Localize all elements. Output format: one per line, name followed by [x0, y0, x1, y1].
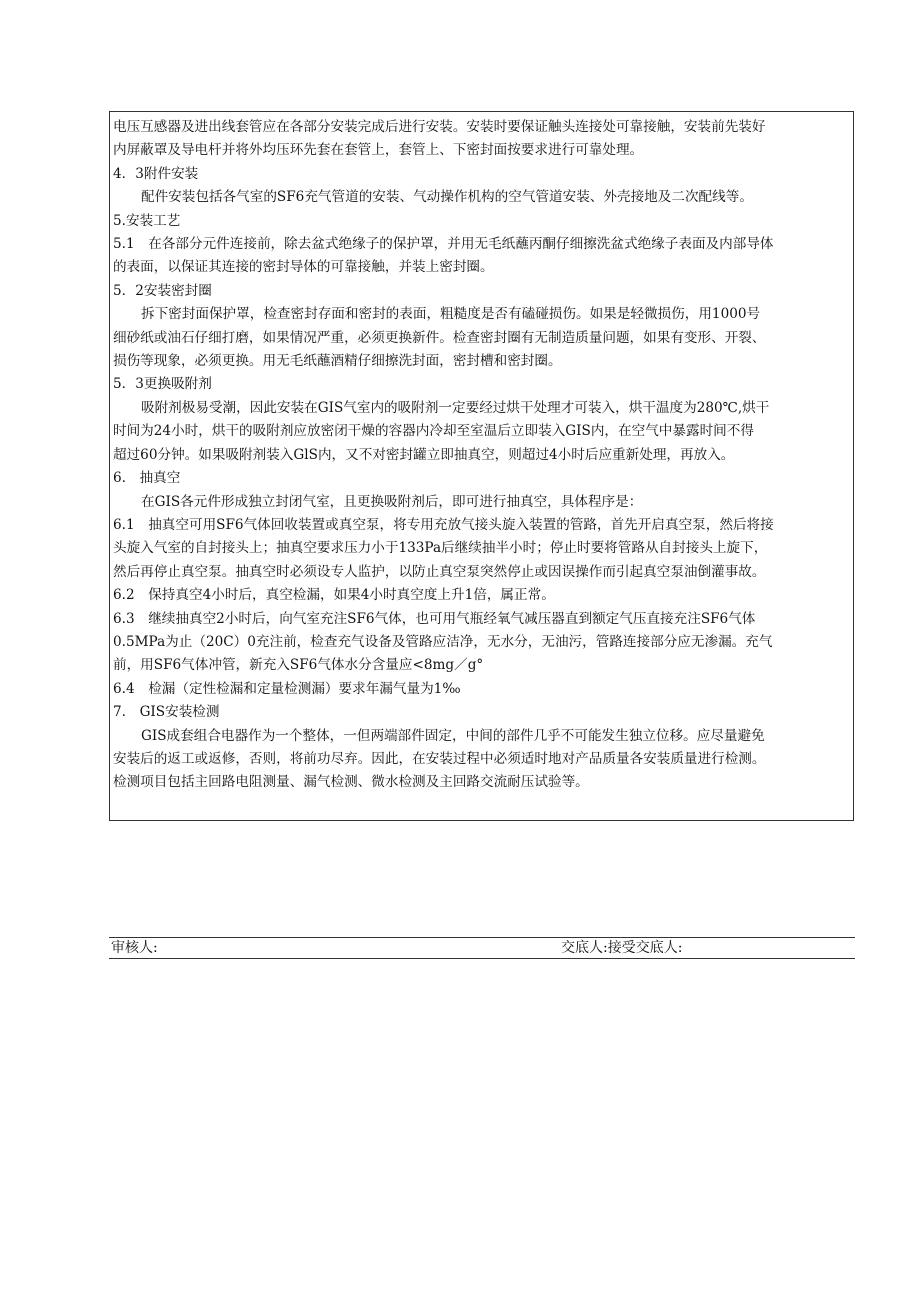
document-line: 内屏蔽罩及导电杆并将外均压环先套在套管上，套管上、下密封面按要求进行可靠处理。: [113, 142, 644, 159]
document-line: 安装后的返工或返修，否则，将前功尽弃。因此，在安装过程中必须适时地对产品质量各安装质量进行检测。: [113, 750, 766, 767]
document-line: 细砂纸或油石仔细打磨，如果情况严重，必须更换新件。检查密封圈有无制造质量问题，如果有变形、开裂、: [113, 329, 766, 346]
document-line: 6. 抽真空: [113, 470, 181, 487]
document-line: 超过60分钟。如果吸附剂装入GlS内，又不对密封罐立即抽真空，则超过4小时后应重新处理，再放入。: [113, 446, 735, 463]
document-line: 的表面，以保证其连接的密封导体的可靠接触，并装上密封圈。: [113, 259, 494, 276]
document-line: GIS成套组合电器作为一个整体，一但两端部件固定，中间的部件几乎不可能发生独立位移。应尽量避免: [141, 727, 765, 744]
document-line: 7. GIS安装检测: [113, 704, 220, 721]
document-line: 6.1 抽真空可用SF6气体回收装置或真空泵，将专用充放气接头旋入装置的管路，首先开启真空泵，然后将接: [113, 516, 774, 533]
footer-bottom-rule: [109, 958, 855, 959]
handover-label: 交底人:接受交底人:: [561, 940, 683, 956]
document-body: [109, 111, 854, 821]
document-line: 检测项目包括主回路电阻测量、漏气检测、微水检测及主回路交流耐压试验等。: [113, 774, 589, 791]
footer-top-rule: [109, 937, 855, 938]
document-line: 5.1 在各部分元件连接前，除去盆式绝缘子的保护罩，并用无毛纸蘸丙酮仔细擦洗盆式绝缘子表面及内部导体: [113, 236, 774, 253]
document-line: 电压互感器及进出线套管应在各部分安装完成后进行安装。安装时要保证触头连接处可靠接触，安装前先装好: [113, 119, 766, 135]
document-line: 损伤等现象，必须更换。用无毛纸蘸酒精仔细擦洗封面，密封槽和密封圈。: [113, 353, 562, 370]
document-line: 吸附剂极易受潮，因此安装在GIS气室内的吸附剂一定要经过烘干处理才可装入，烘干温度为280℃,烘干: [141, 399, 770, 416]
document-line: 4．3附件安装: [113, 165, 199, 182]
document-line: 时间为24小时，烘干的吸附剂应放密闭干燥的容器内冷却至室温后立即装入GIS内，在空气中暴露时间不得: [113, 423, 754, 440]
document-line: 拆下密封面保护罩，检查密封存面和密封的表面，粗糙度是否有磕碰损伤。如果是轻微损伤，用1000号: [141, 306, 761, 323]
document-line: 配件安装包括各气室的SF6充气管道的安装、气动操作机构的空气管道安装、外壳接地及二次配线等。: [141, 189, 753, 206]
document-line: 前，用SF6气体冲管，新充入SF6气体水分含量应<8mg／g°: [113, 657, 484, 674]
document-line: 然后再停止真空泵。抽真空时必须设专人监护，以防止真空泵突然停止或因误操作而引起真空泵油倒灌事故。: [113, 563, 766, 580]
document-line: 5．2安装密封圈: [113, 282, 212, 299]
document-line: 0.5MPa为止（20C）0充注前，检查充气设备及管路应洁净，无水分，无油污，管路连接部分应无渗漏。充气: [113, 633, 773, 650]
document-line: 头旋入气室的自封接头上；抽真空要求压力小于133Pa后继续抽半小时；停止时要将管路从自封接头上旋下，: [113, 540, 768, 557]
document-line: 5.安装工艺: [113, 212, 181, 229]
document-line: 5．3更换吸附剂: [113, 376, 212, 393]
document-line: 6.3 继续抽真空2小时后，向气室充注SF6气体，也可用气瓶经氧气减压器直到额定气压直接充注SF6气体: [113, 610, 756, 627]
document-line: 6.2 保持真空4小时后，真空检漏，如果4小时真空度上升1倍，属正常。: [113, 587, 555, 604]
document-line: 6.4 检漏（定性检漏和定量检测漏）要求年漏气量为1‰: [113, 680, 461, 697]
document-line: 在GIS各元件形成独立封闭气室，且更换吸附剂后，即可进行抽真空，具体程序是：: [141, 493, 643, 510]
reviewer-label: 审核人:: [111, 940, 158, 956]
